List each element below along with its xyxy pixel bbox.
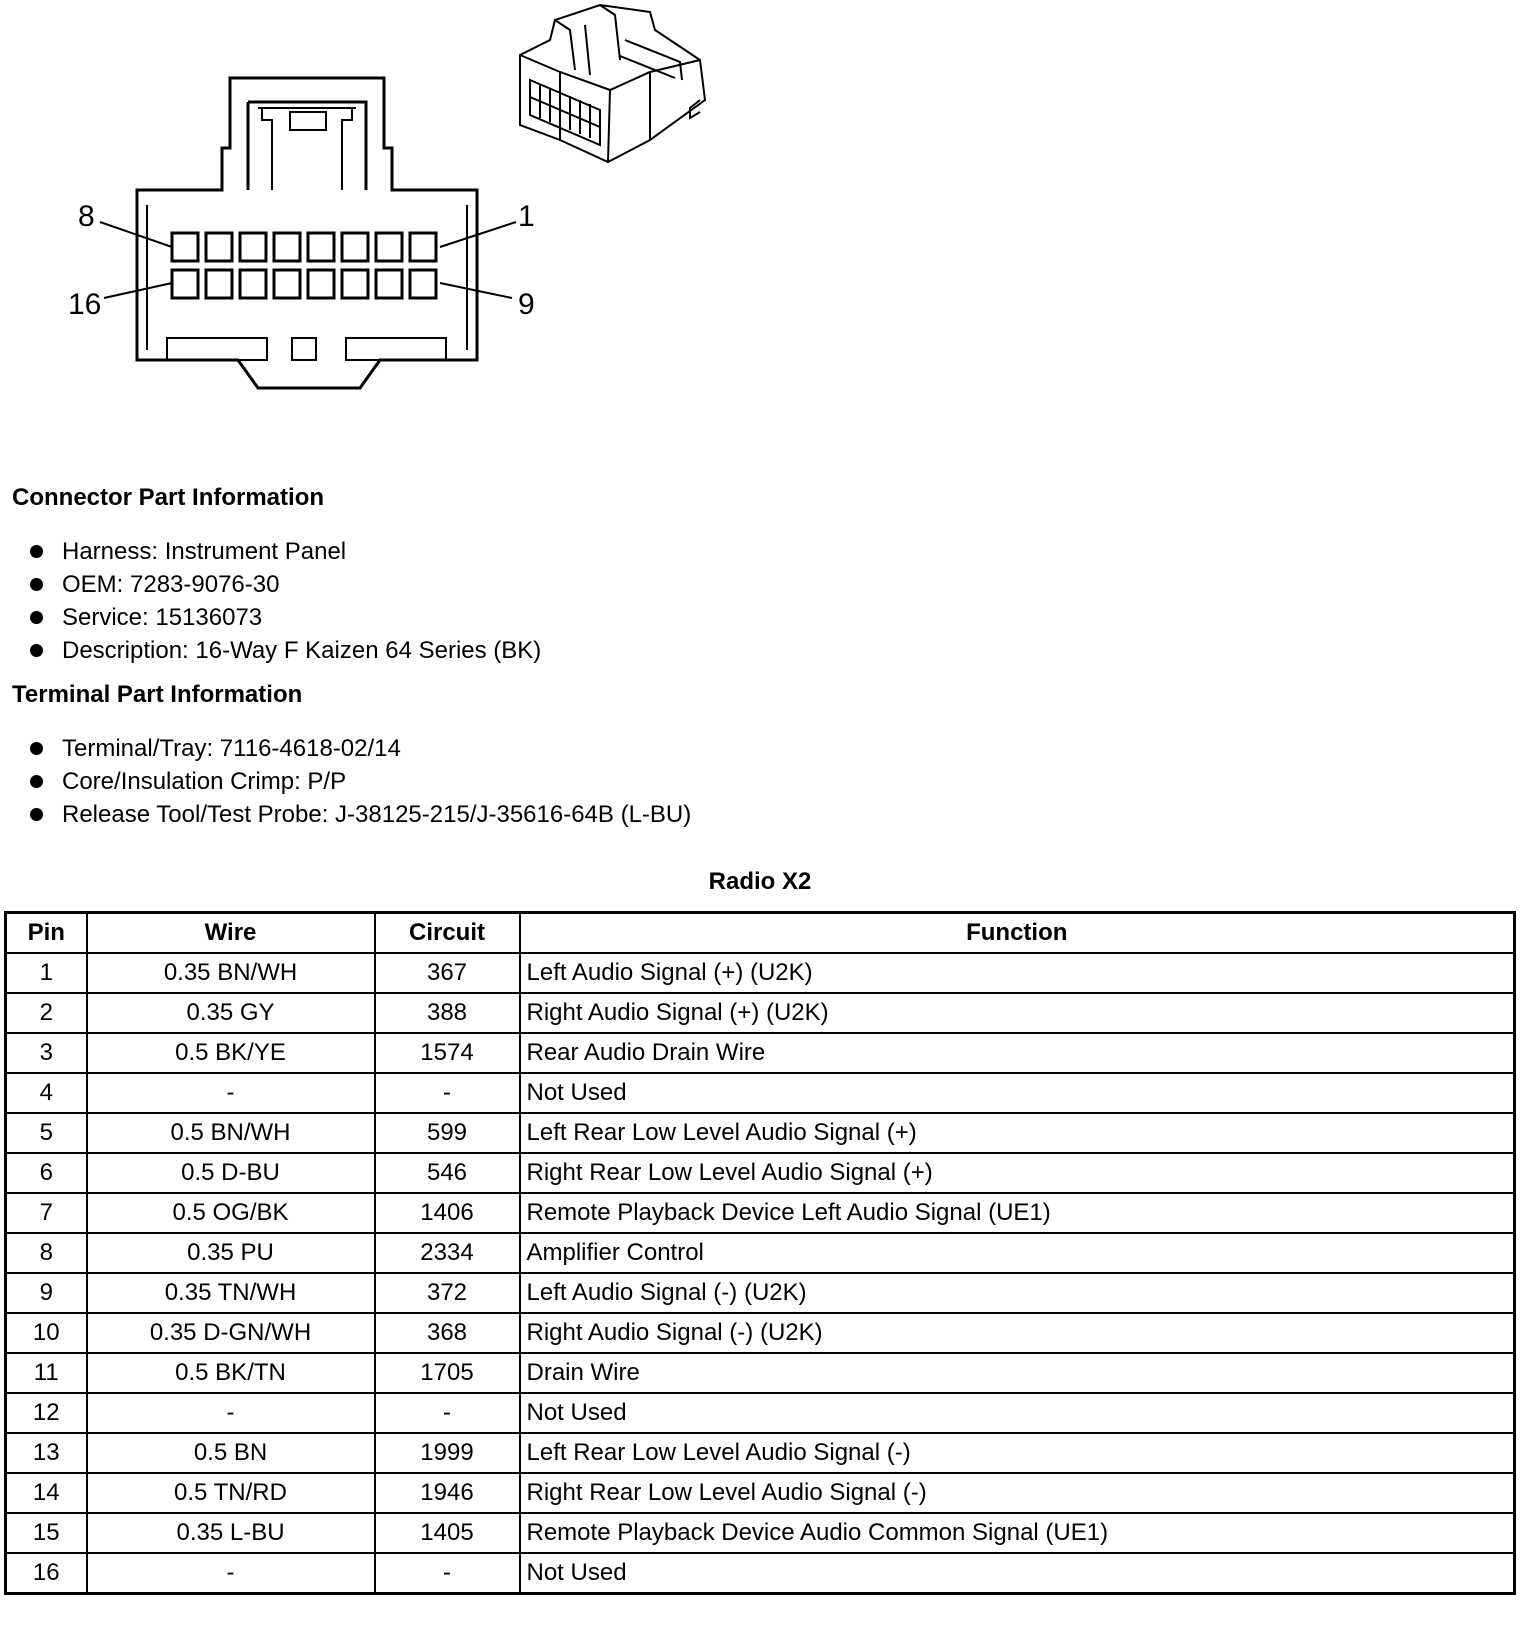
pin-cavity bbox=[206, 270, 232, 298]
pin-cavity bbox=[410, 233, 436, 261]
cell-wire: 0.5 BK/YE bbox=[87, 1033, 375, 1073]
cell-wire: 0.35 PU bbox=[87, 1233, 375, 1273]
list-item-text: Harness: Instrument Panel bbox=[62, 538, 347, 565]
bullet-icon bbox=[30, 578, 43, 591]
table-row bbox=[6, 1433, 1515, 1473]
pin-cavity bbox=[342, 233, 368, 261]
cell-function: Not Used bbox=[520, 1553, 1515, 1594]
cell-pin: 4 bbox=[6, 1073, 87, 1113]
connector-diagram bbox=[0, 0, 760, 410]
pin-label-9: 9 bbox=[518, 288, 535, 321]
cell-wire: 0.5 TN/RD bbox=[87, 1473, 375, 1513]
cell-pin: 14 bbox=[6, 1473, 87, 1513]
bullet-icon bbox=[30, 742, 43, 755]
table-row bbox=[6, 1033, 1515, 1073]
table-row bbox=[6, 953, 1515, 993]
cell-wire: 0.35 BN/WH bbox=[87, 953, 375, 993]
connector-key-left bbox=[167, 338, 267, 360]
table-row bbox=[6, 1273, 1515, 1313]
pin-cavity bbox=[342, 270, 368, 298]
cell-function: Drain Wire bbox=[520, 1353, 1515, 1393]
table-row bbox=[6, 1553, 1515, 1594]
table-title: Radio X2 bbox=[708, 868, 812, 895]
cell-wire: 0.5 D-BU bbox=[87, 1153, 375, 1193]
pin-cavity bbox=[206, 233, 232, 261]
table-row bbox=[6, 1393, 1515, 1433]
bullet-icon bbox=[30, 611, 43, 624]
cell-circuit: 1705 bbox=[375, 1353, 520, 1393]
pin-cavity bbox=[274, 270, 300, 298]
cell-wire: 0.35 D-GN/WH bbox=[87, 1313, 375, 1353]
pin-cavity bbox=[308, 233, 334, 261]
table-header-row bbox=[6, 913, 1515, 954]
cell-circuit: 1946 bbox=[375, 1473, 520, 1513]
pin-label-8: 8 bbox=[78, 200, 95, 233]
pin-label-16: 16 bbox=[68, 288, 102, 321]
bullet-icon bbox=[30, 775, 43, 788]
cell-function: Left Audio Signal (-) (U2K) bbox=[520, 1273, 1515, 1313]
cell-function: Rear Audio Drain Wire bbox=[520, 1033, 1515, 1073]
header-pin: Pin bbox=[6, 913, 87, 954]
pin-label-1: 1 bbox=[518, 200, 535, 233]
cell-wire: 0.5 OG/BK bbox=[87, 1193, 375, 1233]
connector-3d-view bbox=[520, 5, 705, 162]
pinout-table bbox=[4, 911, 1516, 1595]
list-item-text: Terminal/Tray: 7116-4618-02/14 bbox=[62, 735, 401, 762]
pin-cavity bbox=[376, 270, 402, 298]
cell-pin: 10 bbox=[6, 1313, 87, 1353]
table-row bbox=[6, 1473, 1515, 1513]
cell-pin: 12 bbox=[6, 1393, 87, 1433]
cell-function: Remote Playback Device Audio Common Signal (UE1) bbox=[520, 1513, 1515, 1553]
cell-pin: 15 bbox=[6, 1513, 87, 1553]
connector-latch bbox=[248, 102, 366, 190]
header-circuit: Circuit bbox=[375, 913, 520, 954]
table-row bbox=[6, 1073, 1515, 1113]
list-item bbox=[28, 634, 541, 667]
cell-circuit: 546 bbox=[375, 1153, 520, 1193]
table-row bbox=[6, 1513, 1515, 1553]
cell-wire: - bbox=[87, 1073, 375, 1113]
list-item-text: Release Tool/Test Probe: J-38125-215/J-35616-64B (L-BU) bbox=[62, 801, 692, 828]
cell-circuit: 1574 bbox=[375, 1033, 520, 1073]
table-row bbox=[6, 1113, 1515, 1153]
pin-cavity bbox=[172, 233, 198, 261]
cell-function: Left Rear Low Level Audio Signal (-) bbox=[520, 1433, 1515, 1473]
cell-pin: 5 bbox=[6, 1113, 87, 1153]
cell-circuit: - bbox=[375, 1393, 520, 1433]
cell-pin: 3 bbox=[6, 1033, 87, 1073]
cell-wire: 0.5 BK/TN bbox=[87, 1353, 375, 1393]
list-item bbox=[28, 765, 691, 798]
table-row bbox=[6, 993, 1515, 1033]
cell-wire: 0.5 BN/WH bbox=[87, 1113, 375, 1153]
list-item bbox=[28, 535, 541, 568]
table-row bbox=[6, 1153, 1515, 1193]
cell-function: Not Used bbox=[520, 1073, 1515, 1113]
header-wire: Wire bbox=[87, 913, 375, 954]
cell-circuit: 2334 bbox=[375, 1233, 520, 1273]
cell-wire: - bbox=[87, 1393, 375, 1433]
pin-cavity bbox=[308, 270, 334, 298]
connector-info-heading: Connector Part Information bbox=[12, 484, 325, 511]
cell-pin: 11 bbox=[6, 1353, 87, 1393]
cell-wire: - bbox=[87, 1553, 375, 1594]
terminal-info-list bbox=[28, 732, 691, 831]
list-item-text: Description: 16-Way F Kaizen 64 Series (BK) bbox=[62, 637, 542, 664]
cell-circuit: 1999 bbox=[375, 1433, 520, 1473]
cell-circuit: 368 bbox=[375, 1313, 520, 1353]
cell-wire: 0.35 TN/WH bbox=[87, 1273, 375, 1313]
cell-wire: 0.35 L-BU bbox=[87, 1513, 375, 1553]
list-item bbox=[28, 568, 541, 601]
list-item bbox=[28, 732, 691, 765]
cell-pin: 9 bbox=[6, 1273, 87, 1313]
cell-function: Right Audio Signal (+) (U2K) bbox=[520, 993, 1515, 1033]
cell-pin: 8 bbox=[6, 1233, 87, 1273]
bullet-icon bbox=[30, 808, 43, 821]
cell-circuit: 1406 bbox=[375, 1193, 520, 1233]
cell-pin: 7 bbox=[6, 1193, 87, 1233]
pin-cavity bbox=[376, 233, 402, 261]
cell-pin: 6 bbox=[6, 1153, 87, 1193]
table-row bbox=[6, 1313, 1515, 1353]
cell-function: Left Audio Signal (+) (U2K) bbox=[520, 953, 1515, 993]
pin-cavity bbox=[274, 233, 300, 261]
list-item-text: Service: 15136073 bbox=[62, 604, 263, 631]
cell-function: Remote Playback Device Left Audio Signal (UE1) bbox=[520, 1193, 1515, 1233]
list-item bbox=[28, 601, 541, 634]
cell-function: Right Rear Low Level Audio Signal (+) bbox=[520, 1153, 1515, 1193]
cell-circuit: - bbox=[375, 1553, 520, 1594]
cell-circuit: - bbox=[375, 1073, 520, 1113]
pin-cavity bbox=[240, 233, 266, 261]
cell-wire: 0.35 GY bbox=[87, 993, 375, 1033]
cell-function: Right Rear Low Level Audio Signal (-) bbox=[520, 1473, 1515, 1513]
table-row bbox=[6, 1193, 1515, 1233]
pin-cavity bbox=[410, 270, 436, 298]
cell-pin: 1 bbox=[6, 953, 87, 993]
list-item-text: Core/Insulation Crimp: P/P bbox=[62, 768, 347, 795]
cell-circuit: 367 bbox=[375, 953, 520, 993]
table-row bbox=[6, 1353, 1515, 1393]
pin-cavity bbox=[172, 270, 198, 298]
pin-cavity bbox=[240, 270, 266, 298]
cell-circuit: 599 bbox=[375, 1113, 520, 1153]
cell-circuit: 388 bbox=[375, 993, 520, 1033]
connector-key-center bbox=[292, 338, 316, 360]
cell-function: Left Rear Low Level Audio Signal (+) bbox=[520, 1113, 1515, 1153]
bullet-icon bbox=[30, 644, 43, 657]
pin-cavities bbox=[172, 233, 436, 298]
list-item-text: OEM: 7283-9076-30 bbox=[62, 571, 280, 598]
list-item bbox=[28, 798, 691, 831]
cell-function: Right Audio Signal (-) (U2K) bbox=[520, 1313, 1515, 1353]
connector-key-right bbox=[346, 338, 446, 360]
cell-circuit: 1405 bbox=[375, 1513, 520, 1553]
bullet-icon bbox=[30, 545, 43, 558]
cell-pin: 16 bbox=[6, 1553, 87, 1594]
cell-pin: 13 bbox=[6, 1433, 87, 1473]
cell-function: Amplifier Control bbox=[520, 1233, 1515, 1273]
terminal-info-heading: Terminal Part Information bbox=[12, 681, 303, 708]
connector-info-list bbox=[28, 535, 541, 667]
cell-pin: 2 bbox=[6, 993, 87, 1033]
cell-function: Not Used bbox=[520, 1393, 1515, 1433]
table-body bbox=[6, 953, 1515, 1594]
cell-circuit: 372 bbox=[375, 1273, 520, 1313]
header-function: Function bbox=[520, 913, 1515, 954]
table-row bbox=[6, 1233, 1515, 1273]
cell-wire: 0.5 BN bbox=[87, 1433, 375, 1473]
